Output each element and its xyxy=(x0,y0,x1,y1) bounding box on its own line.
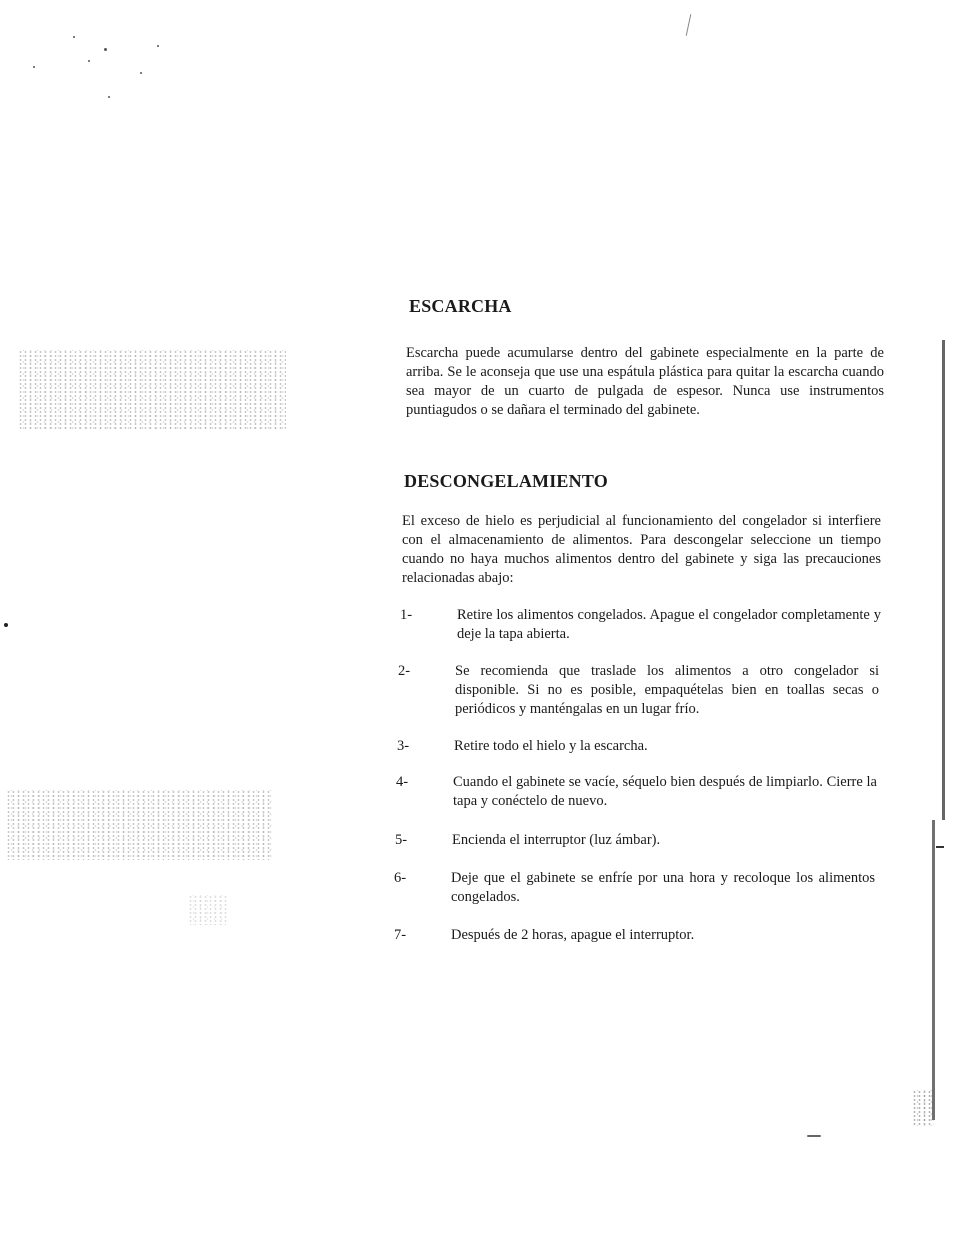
section-title-descongelamiento: DESCONGELAMIENTO xyxy=(404,471,608,491)
scan-speck xyxy=(88,60,90,62)
scan-speck xyxy=(157,45,159,47)
scan-speck xyxy=(33,66,35,68)
scan-edge xyxy=(932,820,935,1120)
scan-noise xyxy=(18,350,286,430)
step-text: Después de 2 horas, apague el interruptor. xyxy=(451,927,695,943)
scan-noise xyxy=(912,1090,934,1126)
scan-noise xyxy=(188,895,228,925)
step-text: Retire los alimentos congelados. Apague el congelador completamente y deje la tapa abierta. xyxy=(457,607,881,642)
step-number: 7- xyxy=(394,927,407,943)
section-body-escarcha: Escarcha puede acumularse dentro del gabinete especialmente en la parte de arriba. Se le aconseja que use una espátula plástica para quitar la escarcha cuando sea mayor de un cuarto de pulgada de espesor. Nunca use instrumentos puntiagudos o se dañara el terminado del gabinete. xyxy=(406,345,884,418)
step-number: 1- xyxy=(400,607,413,623)
step-number: 4- xyxy=(396,774,409,790)
step-number: 5- xyxy=(395,832,408,848)
step-text: Se recomienda que traslade los alimentos a otro congelador si disponible. Si no es posible, empaquételas bien en toallas secas o periódicos y manténgalas en un lugar frío. xyxy=(455,663,879,717)
section-body-descongelamiento: El exceso de hielo es perjudicial al funcionamiento del congelador si interfiere con el almacenamiento de alimentos. Para descongelar seleccione un tiempo cuando no haya muchos alimentos dentro del gabinete y siga las precauciones relacionadas abajo: xyxy=(402,513,881,586)
scan-speck xyxy=(807,1135,821,1137)
scan-speck xyxy=(73,36,75,38)
step-number: 3- xyxy=(397,738,410,754)
scan-edge xyxy=(942,340,945,820)
step-text: Encienda el interruptor (luz ámbar). xyxy=(452,832,661,848)
scan-mark xyxy=(686,14,692,36)
scan-speck xyxy=(140,72,142,74)
section-title-escarcha: ESCARCHA xyxy=(409,296,512,316)
scan-speck xyxy=(4,623,8,627)
scan-edge xyxy=(936,846,944,848)
scan-speck xyxy=(108,96,110,98)
scan-noise xyxy=(6,790,272,860)
step-number: 2- xyxy=(398,663,411,679)
step-text: Cuando el gabinete se vacíe, séquelo bien después de limpiarlo. Cierre la tapa y conéctelo de nuevo. xyxy=(453,774,877,809)
scan-speck xyxy=(104,48,107,51)
step-number: 6- xyxy=(394,870,407,886)
step-text: Retire todo el hielo y la escarcha. xyxy=(454,738,648,754)
step-text: Deje que el gabinete se enfríe por una hora y recoloque los alimentos congelados. xyxy=(451,870,875,905)
